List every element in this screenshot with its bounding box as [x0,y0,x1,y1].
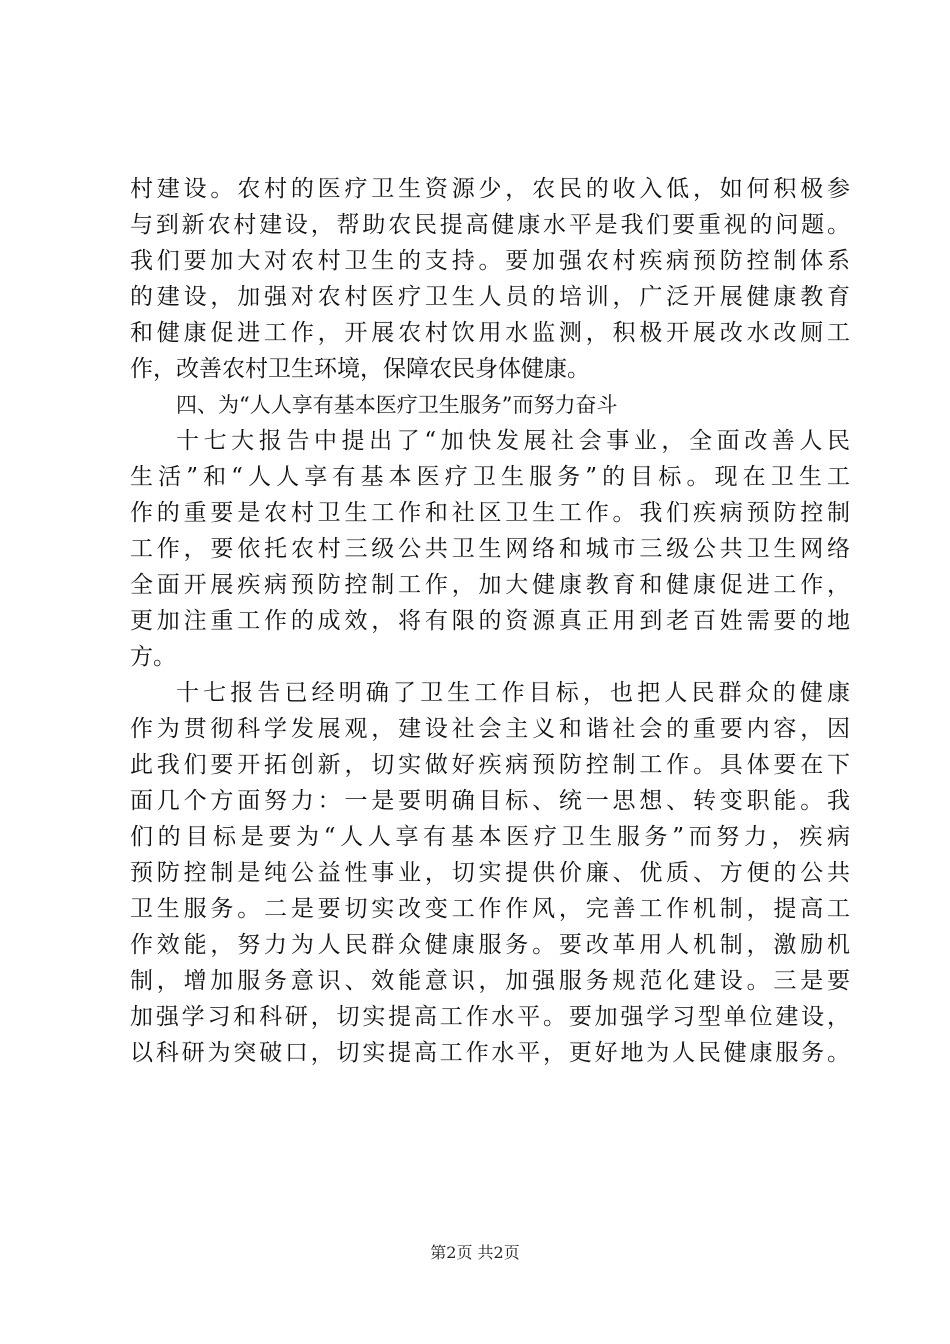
text-line: 十七大报告中提出了“加快发展社会事业，全面改善人民 [176,428,850,454]
text-line: 生活”和“人人享有基本医疗卫生服务”的目标。现在卫生工 [130,464,850,490]
text-line: 与到新农村建设，帮助农民提高健康水平是我们要重视的问题。 [130,212,850,238]
text-line: 十七报告已经明确了卫生工作目标，也把人民群众的健康 [176,680,850,706]
text-line: 作效能，努力为人民群众健康服务。要改革用人机制，激励机 [130,932,850,958]
text-line: 以科研为突破口，切实提高工作水平，更好地为人民健康服务。 [130,1040,850,1066]
text-line: 作，改善农村卫生环境，保障农民身体健康。 [130,356,590,382]
page-number: 第2页 共2页 [430,1243,520,1262]
section-heading-text: 四、为“人人享有基本医疗卫生服务”而努力奋斗 [176,393,618,417]
text-line: 方。 [130,644,176,670]
section-heading [130,387,850,423]
text-line: 们的目标是要为“人人享有基本医疗卫生服务”而努力，疾病 [130,824,850,850]
text-line: 制，增加服务意识、效能意识，加强服务规范化建设。三是要 [130,968,850,994]
text-line: 全面开展疾病预防控制工作，加大健康教育和健康促进工作， [130,572,850,598]
paragraph-seventeenth-report [130,423,850,675]
text-line: 工作，要依托农村三级公共卫生网络和城市三级公共卫生网络 [130,536,850,562]
document-body [130,171,850,1071]
text-line: 作为贯彻科学发展观，建设社会主义和谐社会的重要内容，因 [130,716,850,742]
text-line: 预防控制是纯公益性事业，切实提供价廉、优质、方便的公共 [130,860,850,886]
text-line: 卫生服务。二是要切实改变工作作风，完善工作机制，提高工 [130,896,850,922]
text-line: 作的重要是农村卫生工作和社区卫生工作。我们疾病预防控制 [130,500,850,526]
text-line: 此我们要开拓创新，切实做好疾病预防控制工作。具体要在下 [130,752,850,778]
text-line: 我们要加大对农村卫生的支持。要加强农村疾病预防控制体系 [130,248,850,274]
text-line: 更加注重工作的成效，将有限的资源真正用到老百姓需要的地 [130,608,850,634]
paragraph-work-goals [130,675,850,1071]
paragraph-rural-health [130,171,850,387]
text-line: 的建设，加强对农村医疗卫生人员的培训，广泛开展健康教育 [130,284,850,310]
text-line: 和健康促进工作，开展农村饮用水监测，积极开展改水改厕工 [130,320,850,346]
text-line: 加强学习和科研，切实提高工作水平。要加强学习型单位建设， [130,1004,850,1030]
text-line: 面几个方面努力：一是要明确目标、统一思想、转变职能。我 [130,788,850,814]
page-footer [0,1243,950,1263]
text-line: 村建设。农村的医疗卫生资源少，农民的收入低，如何积极参 [130,176,850,202]
